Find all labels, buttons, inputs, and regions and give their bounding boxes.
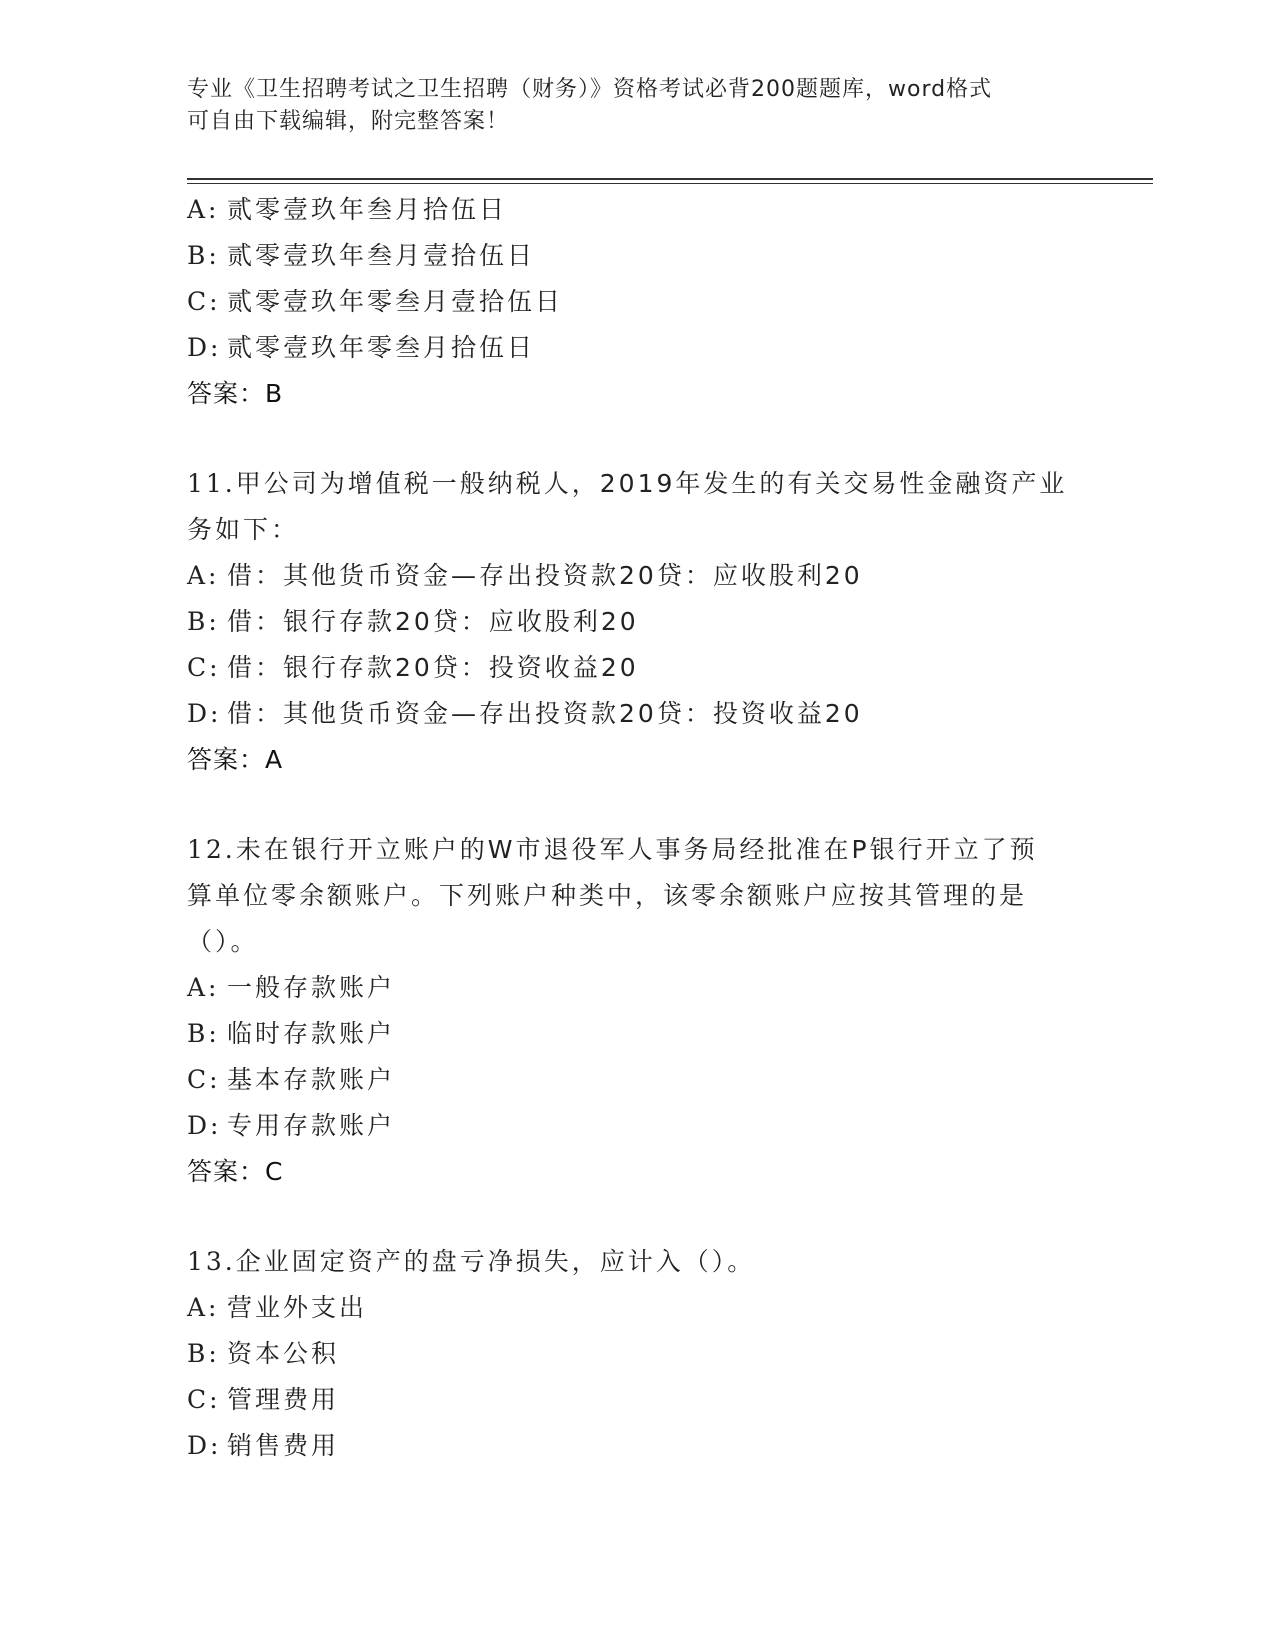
option-d: D: 借：其他货币资金—存出投资款20贷：投资收益20	[187, 699, 863, 728]
option-d: D: 专用存款账户	[187, 1111, 396, 1140]
question-12	[187, 827, 1127, 1195]
header-line-2: 可自由下载编辑，附完整答案！	[187, 109, 510, 134]
question-stem-continued: （）。	[187, 927, 259, 956]
header-line-1: 专业《卫生招聘考试之卫生招聘（财务）》资格考试必背200题题库，word格式	[187, 77, 993, 102]
option-c: C: 借：银行存款20贷：投资收益20	[187, 653, 639, 682]
question-stem: 13.企业固定资产的盘亏净损失，应计入（）。	[187, 1247, 756, 1276]
question-list	[187, 187, 1127, 1469]
question-11	[187, 461, 1127, 783]
answer-label: 答案：C	[187, 1157, 284, 1186]
option-c: C: 管理费用	[187, 1385, 340, 1414]
option-a: A: 借：其他货币资金—存出投资款20贷：应收股利20	[187, 561, 863, 590]
option-c: C: 基本存款账户	[187, 1065, 396, 1094]
question-stem-continued: 务如下：	[187, 515, 300, 544]
option-a: A: 一般存款账户	[187, 973, 396, 1002]
option-a: A: 营业外支出	[187, 1293, 368, 1322]
question-10	[187, 187, 1127, 417]
question-stem: 11.甲公司为增值税一般纳税人，2019年发生的有关交易性金融资产业	[187, 469, 1068, 498]
option-b: B: 资本公积	[187, 1339, 340, 1368]
option-a: A: 贰零壹玖年叁月拾伍日	[187, 195, 508, 224]
header-divider-bottom	[187, 183, 1153, 184]
option-d: D: 销售费用	[187, 1431, 340, 1460]
document-header	[187, 74, 1087, 138]
answer-label: 答案：A	[187, 745, 284, 774]
question-stem: 12.未在银行开立账户的W市退役军人事务局经批准在P银行开立了预	[187, 835, 1038, 864]
header-divider-top	[187, 178, 1153, 180]
option-c: C: 贰零壹玖年零叁月壹拾伍日	[187, 287, 564, 316]
option-d: D: 贰零壹玖年零叁月拾伍日	[187, 333, 536, 362]
option-b: B: 贰零壹玖年叁月壹拾伍日	[187, 241, 536, 270]
option-b: B: 临时存款账户	[187, 1019, 396, 1048]
answer-label: 答案：B	[187, 379, 284, 408]
question-stem-continued: 算单位零余额账户。下列账户种类中，该零余额账户应按其管理的是	[187, 881, 1028, 910]
option-b: B: 借：银行存款20贷：应收股利20	[187, 607, 639, 636]
question-13	[187, 1239, 1127, 1469]
